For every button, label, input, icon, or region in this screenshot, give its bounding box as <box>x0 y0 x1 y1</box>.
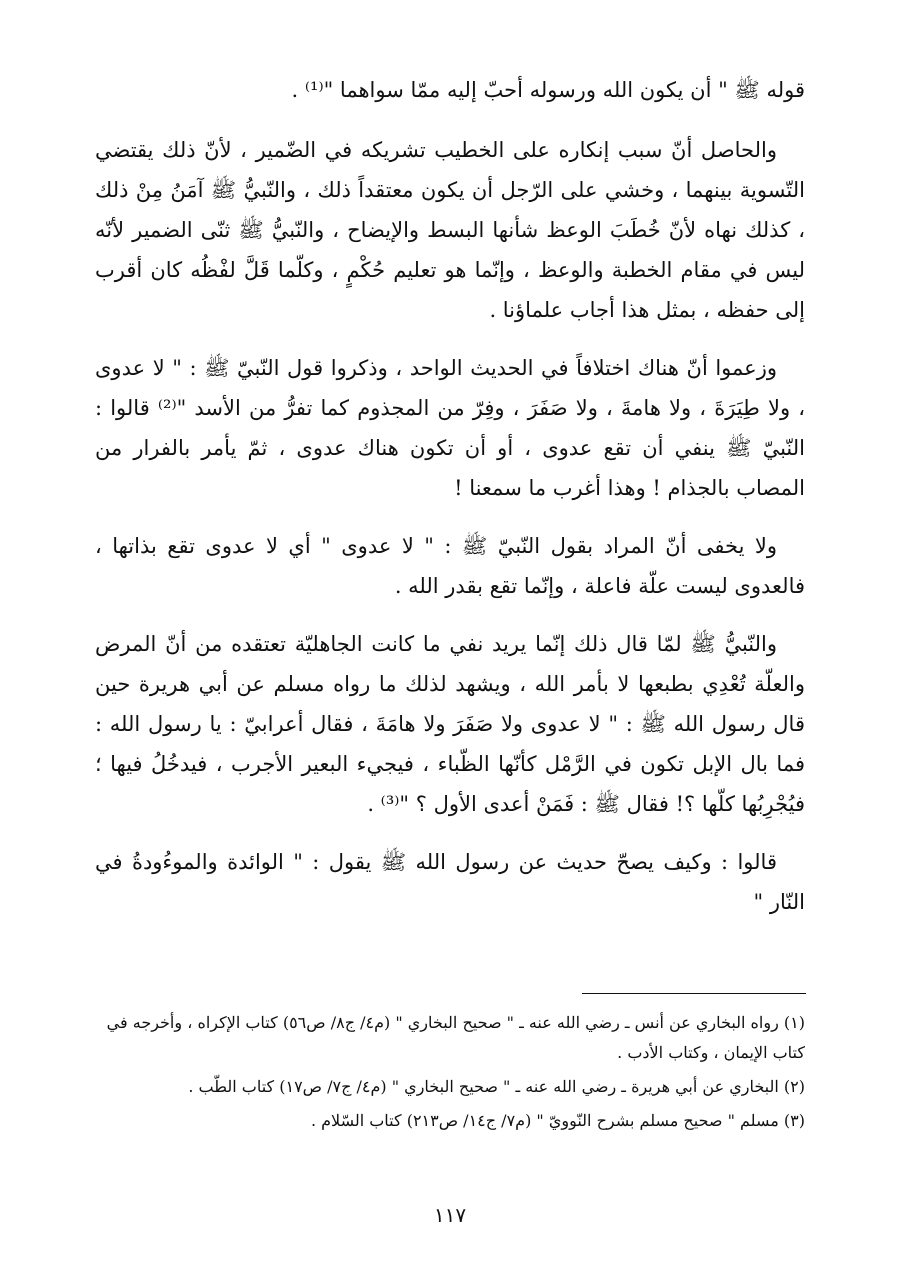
paragraph-6: قالوا : وكيف يصحّ حديث عن رسول الله ﷺ يقول : " الوائدة والموءُودةُ في النّار " <box>95 850 805 914</box>
paragraph-3: وزعموا أنّ هناك اختلافاً في الحديث الواحد ، وذكروا قول النّبيّ ﷺ : " لا عدوى ، ولا طِيَرَةَ ، ولا هامةَ ، ولا صَفَرَ ، وفِرّ من المجذوم كما تفرُّ من الأسد "⁽²⁾ قالوا : النّبيّ ﷺ ينفي أن تقع عدوى ، أو أن تكون هناك عدوى ، ثمّ يأمر بالفرار من المصاب بالجذام ! وهذا أغرب ما سمعنا ! <box>95 356 806 500</box>
footnotes <box>95 1008 805 1140</box>
paragraph-5: والنّبيُّ ﷺ لمّا قال ذلك إنّما يريد نفي ما كانت الجاهليّة تعتقده من أنّ المرض والعلّة تُعْدِي بطبعها لا بأمر الله ، ويشهد لذلك ما رواه مسلم عن أبي هريرة حين قال رسول الله ﷺ : " لا عدوى ولا صَفَرَ ولا هامَةَ ، فقال أعرابيّ : يا رسول الله : فما بال الإبل تكون في الرَّمْل كأنّها الظّباء ، فيجيء البعير الأجرب ، فيدخُلُ فيها ؛ فيُجْرِبُها كلّها ؟! فقال ﷺ : فَمَنْ أعدى الأول ؟ "⁽³⁾ . <box>95 632 805 816</box>
main-text <box>95 70 805 940</box>
footnote-divider <box>582 993 806 994</box>
paragraph-2: والحاصل أنّ سبب إنكاره على الخطيب تشريكه في الضّمير ، لأنّ ذلك يقتضي التّسوية بينهما ، وخشي على الرّجل أن يكون معتقداً ذلك ، والنّبيُّ ﷺ آمَنُ مِنْ ذلك ، كذلك نهاه لأنّ خُطَبَ الوعظ شأنها البسط والإيضاح ، والنّبيُّ ﷺ ثنّى الضمير لأنّه ليس في مقام الخطبة والوعظ ، وإنّما هو تعليم حُكْمٍ ، وكلّما قَلَّ لفْظُه كان أقرب إلى حفظه ، بمثل هذا أجاب علماؤنا . <box>95 138 805 322</box>
footnote-3: (٣) مسلم " صحيح مسلم بشرح النّوويّ " (م٧/ ج١٤/ ص٢١٣) كتاب السّلام . <box>310 1111 805 1130</box>
paragraph-1: قوله ﷺ " أن يكون الله ورسوله أحبّ إليه ممّا سواهما "⁽¹⁾ . <box>291 78 805 102</box>
footnote-1: (١) رواه البخاري عن أنس ـ رضي الله عنه ـ " صحيح البخاري " (م٤/ ج٨/ ص٥٦) كتاب الإكراه ، وأخرجه في كتاب الإيمان ، وكتاب الأدب . <box>106 1013 805 1062</box>
paragraph-4: ولا يخفى أنّ المراد بقول النّبيّ ﷺ : " لا عدوى " أي لا عدوى تقع بذاتها ، فالعدوى ليست علّة فاعلة ، وإنّما تقع بقدر الله . <box>95 534 805 598</box>
page-number: ١١٧ <box>433 1203 467 1227</box>
footnote-2: (٢) البخاري عن أبي هريرة ـ رضي الله عنه ـ " صحيح البخاري " (م٤/ ج٧/ ص١٧) كتاب الطّب . <box>188 1077 805 1096</box>
